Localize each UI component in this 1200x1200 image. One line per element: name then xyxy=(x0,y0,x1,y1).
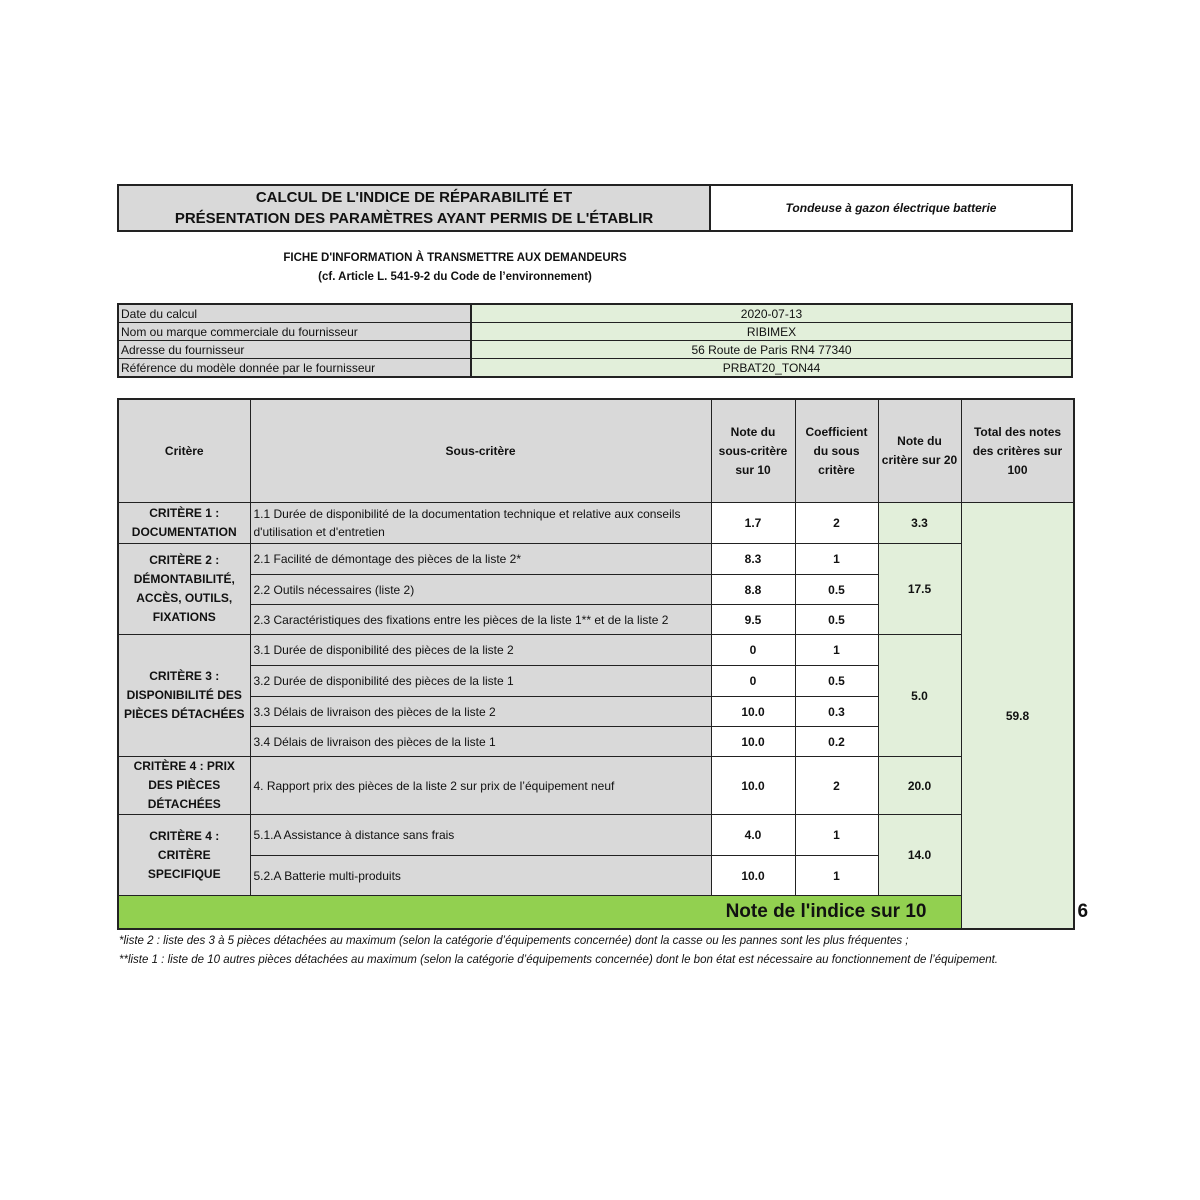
sub-criterion-note: 1.7 xyxy=(711,503,795,544)
final-score-label: Note de l'indice sur 10 xyxy=(118,896,961,930)
sub-criterion-note: 10.0 xyxy=(711,856,795,896)
document-title xyxy=(119,186,711,230)
info-value: 56 Route de Paris RN4 77340 xyxy=(471,341,1072,359)
sub-criterion-label: 4. Rapport prix des pièces de la liste 2 sur prix de l’équipement neuf xyxy=(250,757,711,815)
criterion-name: CRITÈRE 4 : PRIX DES PIÈCES DÉTACHÉES xyxy=(118,757,250,815)
info-row xyxy=(118,359,1072,378)
table-header-row xyxy=(118,399,1074,503)
sub-criterion-label: 3.4 Délais de livraison des pièces de la liste 1 xyxy=(250,727,711,757)
criterion-score: 20.0 xyxy=(878,757,961,815)
table-row xyxy=(118,544,1074,575)
sub-criterion-note: 0 xyxy=(711,635,795,666)
sub-criterion-label: 5.2.A Batterie multi-produits xyxy=(250,856,711,896)
footnote-liste-2: *liste 2 : liste des 3 à 5 pièces détachées au maximum (selon la catégorie d’équipements concernée) dont la casse ou les pannes sont les plus fréquentes ; xyxy=(119,935,909,947)
sub-criterion-label: 3.1 Durée de disponibilité des pièces de la liste 2 xyxy=(250,635,711,666)
sub-criterion-label: 3.2 Durée de disponibilité des pièces de la liste 1 xyxy=(250,666,711,697)
sub-criterion-label: 2.3 Caractéristiques des fixations entre les pièces de la liste 1** et de la liste 2 xyxy=(250,605,711,635)
info-value: PRBAT20_TON44 xyxy=(471,359,1072,378)
info-value: 2020-07-13 xyxy=(471,304,1072,323)
col-header-coefficient: Coefficient du sous critère xyxy=(795,399,878,503)
fiche-subtitle xyxy=(230,249,680,287)
info-row xyxy=(118,341,1072,359)
sub-criterion-coefficient: 1 xyxy=(795,635,878,666)
footnote-liste-1: **liste 1 : liste de 10 autres pièces détachées au maximum (selon la catégorie d’équipements concernée) dont le bon état est nécessaire au fonctionnement de l’équipement. xyxy=(119,954,998,966)
sub-criterion-note: 4.0 xyxy=(711,815,795,856)
info-row xyxy=(118,304,1072,323)
col-header-total: Total des notes des critères sur 100 xyxy=(961,399,1074,503)
info-label: Nom ou marque commerciale du fournisseur xyxy=(118,323,471,341)
criterion-name: CRITÈRE 3 : DISPONIBILITÉ DES PIÈCES DÉTACHÉES xyxy=(118,635,250,757)
sub-criterion-coefficient: 2 xyxy=(795,503,878,544)
supplier-info-table xyxy=(117,303,1073,378)
final-score-row: Note de l'indice sur 10 6 xyxy=(118,896,1074,930)
total-score-100: 59.8 xyxy=(961,503,1074,930)
sub-criterion-note: 10.0 xyxy=(711,727,795,757)
col-header-note-sous: Note du sous-critère sur 10 xyxy=(711,399,795,503)
col-header-sous-critere: Sous-critère xyxy=(250,399,711,503)
sub-criterion-note: 8.8 xyxy=(711,575,795,605)
criterion-score: 3.3 xyxy=(878,503,961,544)
repairability-score-table xyxy=(117,398,1089,930)
criterion-score: 14.0 xyxy=(878,815,961,896)
sub-criterion-label: 2.2 Outils nécessaires (liste 2) xyxy=(250,575,711,605)
criterion-name: CRITÈRE 1 : DOCUMENTATION xyxy=(118,503,250,544)
info-row xyxy=(118,323,1072,341)
header-block xyxy=(117,184,1073,232)
sub-criterion-label: 2.1 Facilité de démontage des pièces de la liste 2* xyxy=(250,544,711,575)
info-label: Adresse du fournisseur xyxy=(118,341,471,359)
sub-criterion-coefficient: 1 xyxy=(795,544,878,575)
info-label: Date du calcul xyxy=(118,304,471,323)
sub-criterion-note: 8.3 xyxy=(711,544,795,575)
criterion-name: CRITÈRE 4 : CRITÈRE SPECIFIQUE xyxy=(118,815,250,896)
sub-criterion-coefficient: 0.5 xyxy=(795,666,878,697)
sub-criterion-label: 3.3 Délais de livraison des pièces de la liste 2 xyxy=(250,697,711,727)
title-line-1: CALCUL DE L'INDICE DE RÉPARABILITÉ ET xyxy=(255,189,573,206)
fiche-line-1: FICHE D'INFORMATION À TRANSMETTRE AUX DEMANDEURS xyxy=(283,252,627,264)
criterion-score: 17.5 xyxy=(878,544,961,635)
table-row xyxy=(118,503,1074,544)
info-label: Référence du modèle donnée par le fournisseur xyxy=(118,359,471,378)
col-header-critere: Critère xyxy=(118,399,250,503)
table-row xyxy=(118,635,1074,666)
sub-criterion-coefficient: 0.5 xyxy=(795,605,878,635)
sub-criterion-note: 10.0 xyxy=(711,697,795,727)
sub-criterion-coefficient: 0.2 xyxy=(795,727,878,757)
sub-criterion-note: 9.5 xyxy=(711,605,795,635)
sub-criterion-coefficient: 1 xyxy=(795,815,878,856)
sub-criterion-coefficient: 2 xyxy=(795,757,878,815)
sub-criterion-note: 10.0 xyxy=(711,757,795,815)
table-row xyxy=(118,815,1074,856)
sub-criterion-coefficient: 1 xyxy=(795,856,878,896)
sub-criterion-note: 0 xyxy=(711,666,795,697)
sub-criterion-label: 5.1.A Assistance à distance sans frais xyxy=(250,815,711,856)
info-value: RIBIMEX xyxy=(471,323,1072,341)
footnotes xyxy=(119,932,1079,970)
sub-criterion-coefficient: 0.5 xyxy=(795,575,878,605)
title-line-2: PRÉSENTATION DES PARAMÈTRES AYANT PERMIS DE L'ÉTABLIR xyxy=(174,210,654,227)
col-header-note-critere: Note du critère sur 20 xyxy=(878,399,961,503)
fiche-line-2: (cf. Article L. 541-9-2 du Code de l’environnement) xyxy=(318,271,592,283)
product-type: Tondeuse à gazon électrique batterie xyxy=(785,201,997,215)
table-row xyxy=(118,757,1074,815)
criterion-name: CRITÈRE 2 : DÉMONTABILITÉ, ACCÈS, OUTILS, FIXATIONS xyxy=(118,544,250,635)
sub-criterion-label: 1.1 Durée de disponibilité de la documentation technique et relative aux conseils d'utilisation et d'entretien xyxy=(250,503,711,544)
criterion-score: 5.0 xyxy=(878,635,961,757)
sub-criterion-coefficient: 0.3 xyxy=(795,697,878,727)
